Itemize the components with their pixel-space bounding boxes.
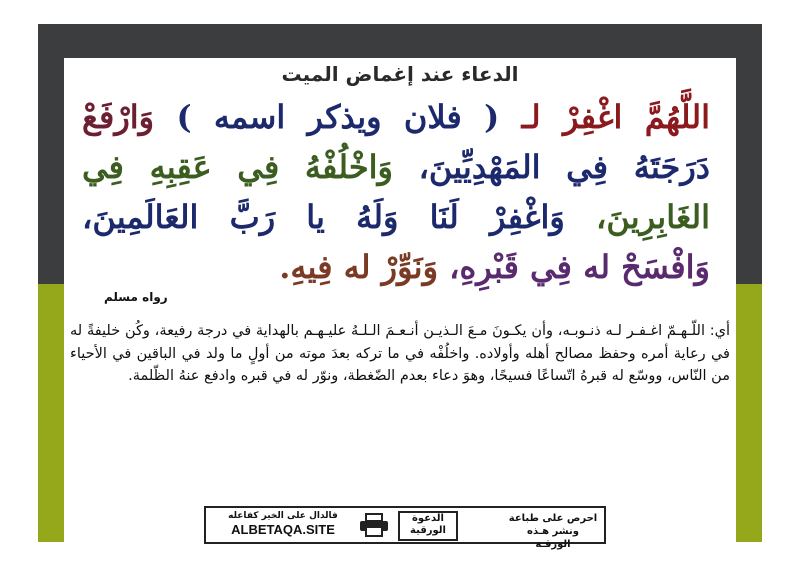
dua-text: دَرَجَتَهُ فِي المَهْدِيِّينَ، xyxy=(418,148,711,186)
dua-text: وَافْسَحْ له فِي قَبْرِهِ، xyxy=(449,248,710,286)
print-note: احرص على طباعة ونشر هـذه الورقـة xyxy=(508,513,598,550)
dua-text: وَاخْلُفْهُ فِي عَقِبِهِ فِي xyxy=(82,148,393,186)
dawah-logo: الدعوة الورقية xyxy=(398,511,458,541)
dua-text: الغَابِرِينَ، xyxy=(596,198,711,236)
dua-card xyxy=(64,58,736,550)
dua-line-2 xyxy=(82,146,710,188)
narrator-note: رواه مسلم xyxy=(104,290,168,304)
website-link[interactable]: ALBETAQA.SITE xyxy=(231,522,335,537)
footer-bar xyxy=(204,506,606,550)
explanation-text: أي: اللّـهـمّ اغـفـر لـه ذنـوبـه، وأن يكـونَ مـعَ الـذيـن أنـعـمَ الـلـهُ عليـهـم بالهداية في درجة رفيعة، وكُن خليفةً له في رعاية أمره وحفظ مصالح أهله وأولاده. واخلُفْه في ما تركه بعدَ موته من أولٍ ما ولد في الباقين في الأحياء من النّاس، ووسّع له قبرهُ اتّساعًا فسيحًا، وهوَ دعاء بعدم الضّغطة، ونوّر له في قبره وادفع عنهُ الظّلمة. xyxy=(70,323,730,384)
dua-name-placeholder: ( فلان ويذكر اسمه ) xyxy=(176,98,500,136)
footer-slogan: فالدال على الخير كفاعله xyxy=(228,511,338,521)
card-title: الدعاء عند إغماض الميت xyxy=(281,62,519,86)
dua-line-1 xyxy=(82,96,710,138)
dua-text: اللَّهُمَّ اغْفِرْ لـ xyxy=(521,98,711,136)
dua-line-3 xyxy=(82,196,710,238)
dua-text: وَنَوِّرْ له فِيهِ. xyxy=(279,248,439,286)
dua-text: وَارْفَعْ xyxy=(82,98,155,136)
dua-text: وَاغْفِرْ لَنَا وَلَهُ يا رَبَّ العَالَمِينَ، xyxy=(82,198,565,236)
dua-line-4 xyxy=(82,246,710,288)
printer-icon xyxy=(358,513,390,537)
footer-site-block xyxy=(212,510,354,537)
